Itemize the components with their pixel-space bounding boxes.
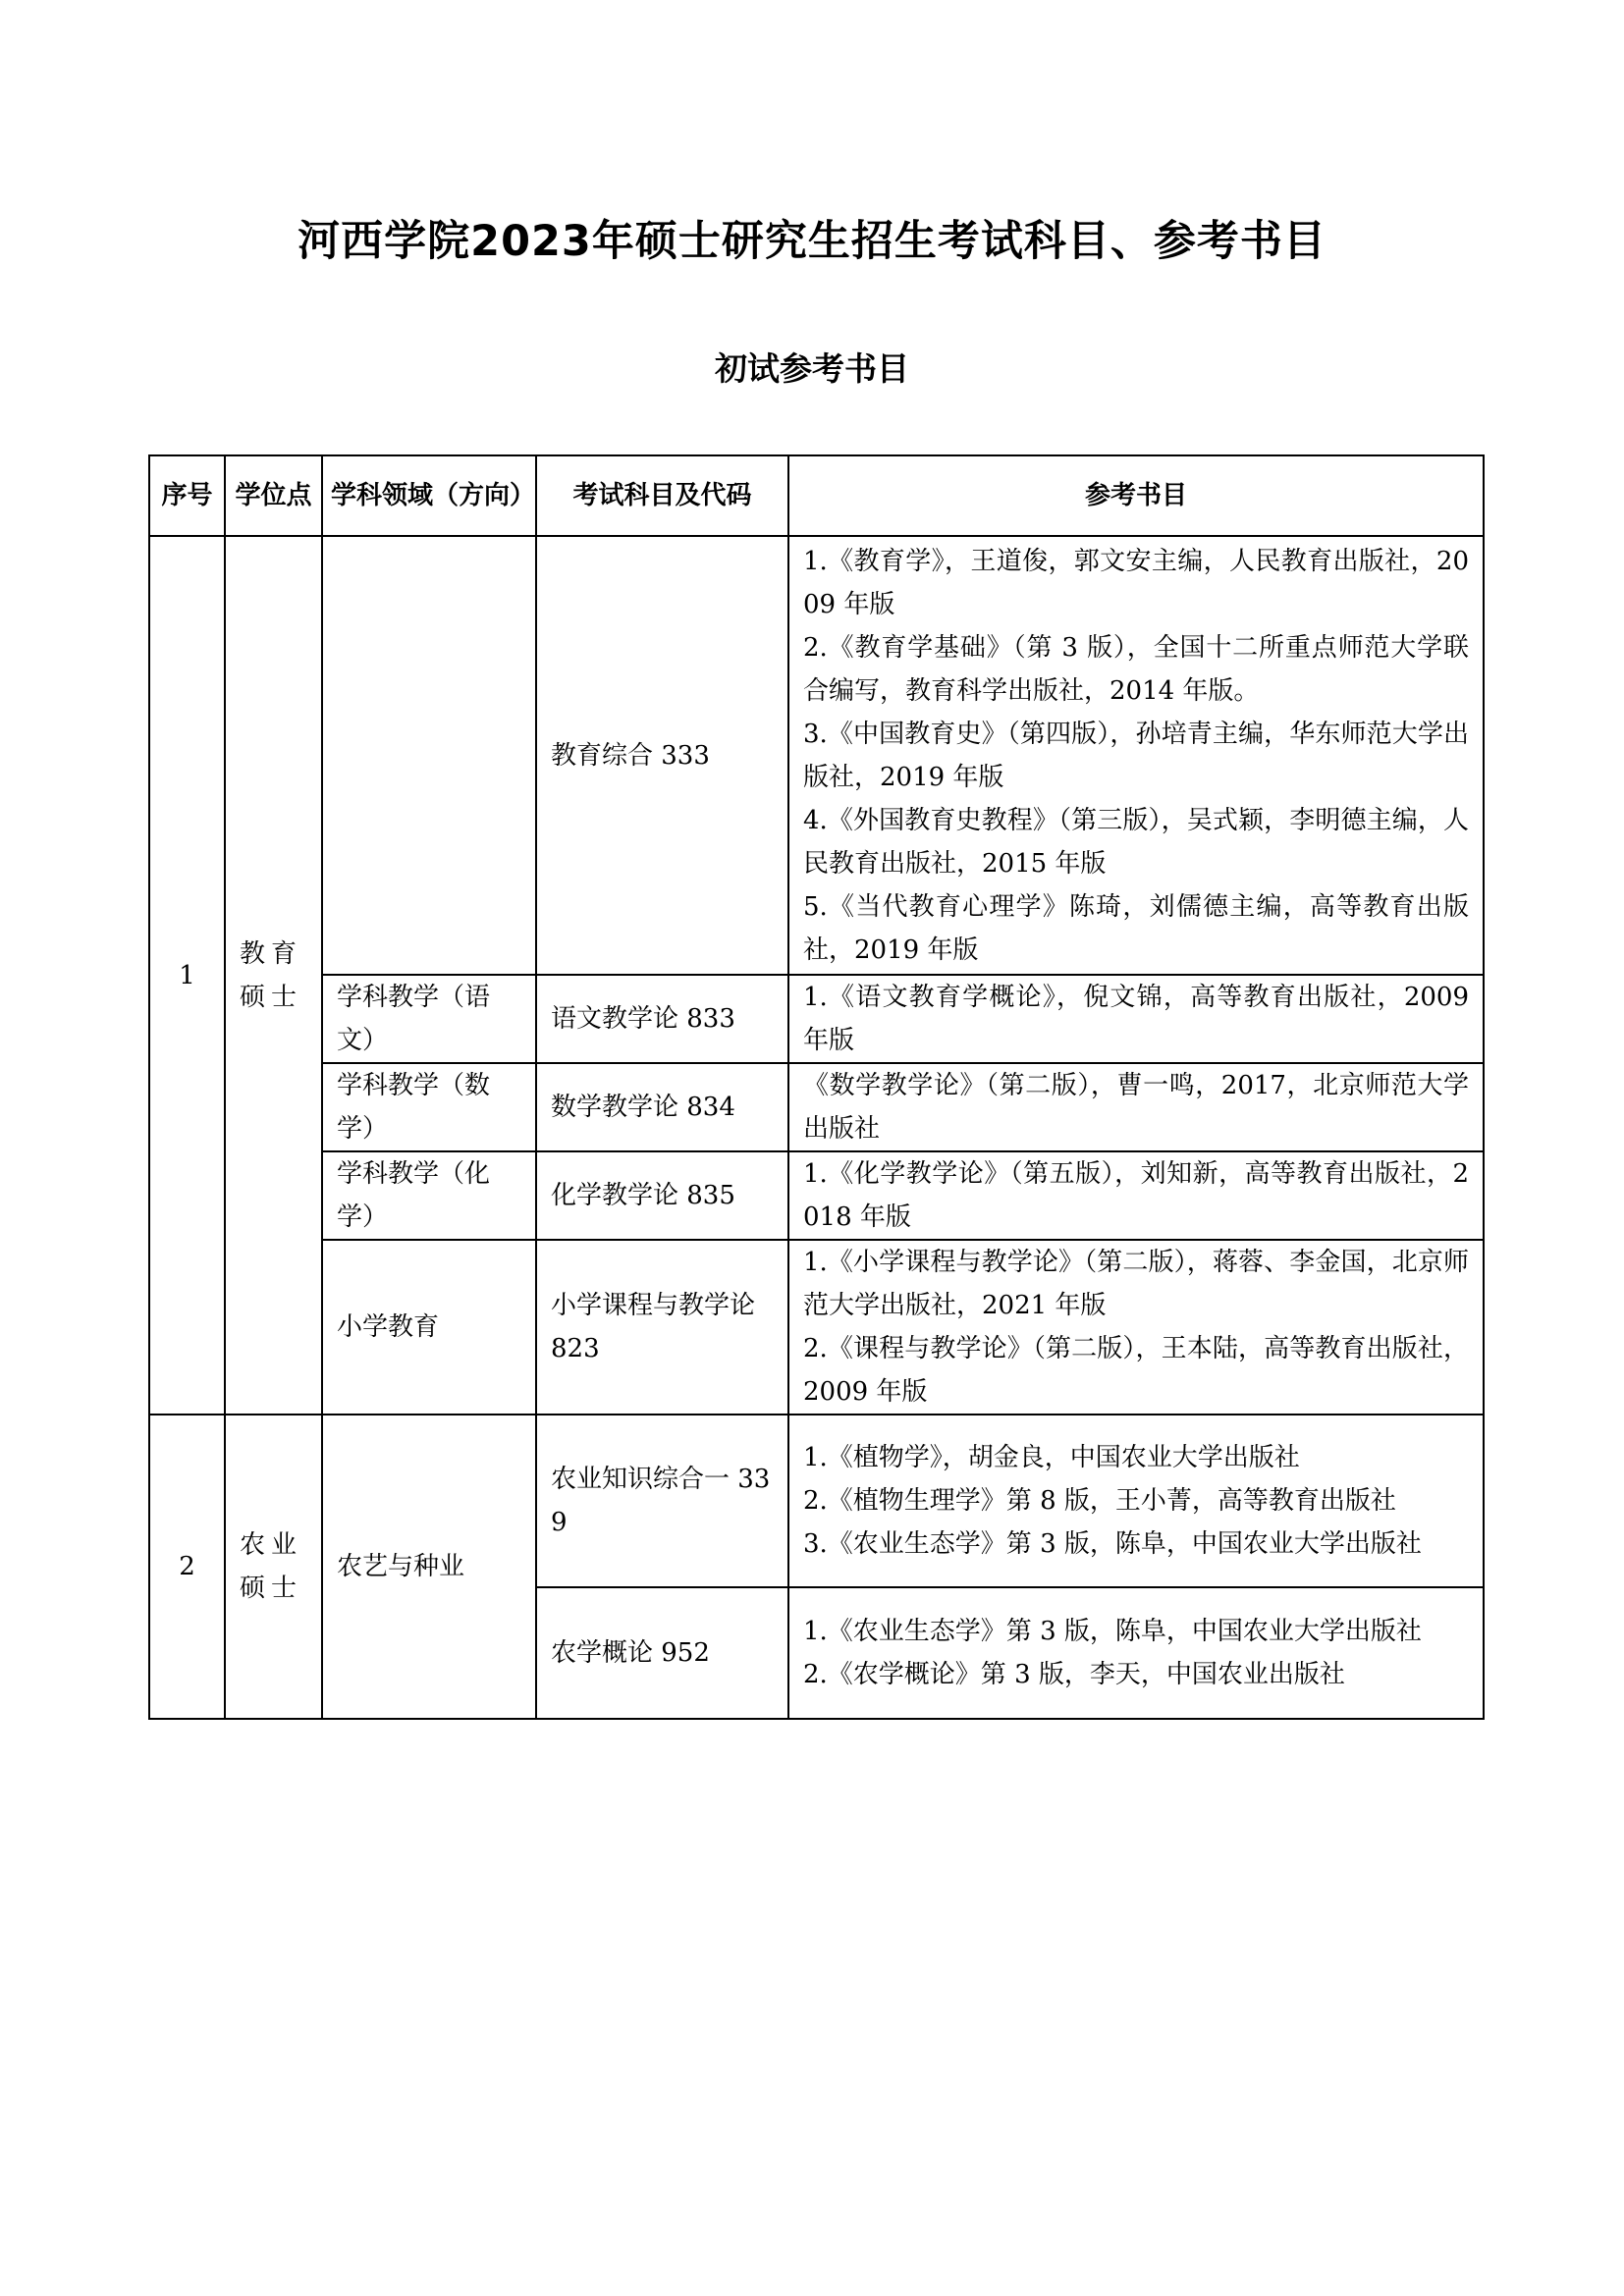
row-references <box>788 1063 1484 1151</box>
reference-item: 1.《教育学》，王道俊，郭文安主编，人民教育出版社，2009 年版 <box>803 546 1469 619</box>
reference-item: 2.《农学概论》第 3 版，李天，中国农业出版社 <box>803 1660 1345 1689</box>
reference-item: 1.《植物学》，胡金良，中国农业大学出版社 <box>803 1443 1300 1472</box>
row-references <box>788 975 1484 1063</box>
row-subject: 数学教学论 834 <box>536 1063 788 1151</box>
reference-item: 1.《语文教育学概论》，倪文锦，高等教育出版社，2009 年版 <box>803 983 1469 1055</box>
row-references <box>788 1415 1484 1587</box>
row-seq: 2 <box>149 1415 225 1719</box>
row-degree: 教育硕士 <box>225 536 322 1415</box>
header-references: 参考书目 <box>788 455 1484 536</box>
row-subject: 化学教学论 835 <box>536 1151 788 1240</box>
section-title: 初试参考书目 <box>715 349 909 388</box>
reference-item: 2.《课程与教学论》（第二版），王本陆，高等教育出版社，2009 年版 <box>803 1334 1469 1407</box>
row-seq: 1 <box>149 536 225 1415</box>
row-field: 学科教学（语文） <box>322 975 536 1063</box>
reference-item: 2.《教育学基础》（第 3 版），全国十二所重点师范大学联合编写，教育科学出版社，2014 年版。 <box>803 632 1469 706</box>
table-row <box>149 1151 1484 1240</box>
table-row <box>149 1063 1484 1151</box>
row-subject: 农学概论 952 <box>536 1587 788 1719</box>
row-field <box>322 536 536 975</box>
row-field: 学科教学（化学） <box>322 1151 536 1240</box>
row-subject: 农业知识综合一 339 <box>536 1415 788 1587</box>
row-subject: 语文教学论 833 <box>536 975 788 1063</box>
reference-item: 1.《化学教学论》（第五版），刘知新，高等教育出版社，2018 年版 <box>803 1159 1469 1232</box>
row-subject: 小学课程与教学论 823 <box>536 1240 788 1415</box>
table-row <box>149 536 1484 975</box>
reference-item: 1.《小学课程与教学论》（第二版），蒋蓉、李金国，北京师范大学出版社，2021 年版 <box>803 1248 1469 1320</box>
header-field: 学科领域（方向） <box>322 455 536 536</box>
row-references <box>788 1587 1484 1719</box>
row-references <box>788 1240 1484 1415</box>
header-subject: 考试科目及代码 <box>536 455 788 536</box>
reference-item: 5.《当代教育心理学》陈琦，刘儒德主编，高等教育出版社，2019 年版 <box>803 891 1469 965</box>
reference-item: 《数学教学论》（第二版），曹一鸣，2017，北京师范大学出版社 <box>803 1071 1469 1144</box>
row-references <box>788 1151 1484 1240</box>
header-row <box>149 455 1484 536</box>
page-title: 河西学院2023年硕士研究生招生考试科目、参考书目 <box>298 217 1326 266</box>
row-references <box>788 536 1484 975</box>
row-field: 小学教育 <box>322 1240 536 1415</box>
reference-item: 3.《中国教育史》（第四版），孙培青主编，华东师范大学出版社，2019 年版 <box>803 719 1469 792</box>
table-row <box>149 1240 1484 1415</box>
reference-item: 1.《农业生态学》第 3 版，陈阜，中国农业大学出版社 <box>803 1617 1422 1646</box>
table-body <box>149 536 1484 1719</box>
row-degree: 农业硕士 <box>225 1415 322 1719</box>
header-seq: 序号 <box>149 455 225 536</box>
reference-item: 3.《农业生态学》第 3 版，陈阜，中国农业大学出版社 <box>803 1529 1422 1559</box>
reference-item: 4.《外国教育史教程》（第三版），吴式颖，李明德主编，人民教育出版社，2015 年版 <box>803 805 1469 879</box>
table-row <box>149 975 1484 1063</box>
table-row <box>149 1415 1484 1587</box>
row-subject: 教育综合 333 <box>536 536 788 975</box>
header-degree: 学位点 <box>225 455 322 536</box>
reference-item: 2.《植物生理学》第 8 版，王小菁，高等教育出版社 <box>803 1486 1396 1516</box>
reference-table <box>148 454 1485 1720</box>
table-header <box>149 455 1484 536</box>
row-field: 学科教学（数学） <box>322 1063 536 1151</box>
row-field: 农艺与种业 <box>322 1415 536 1719</box>
